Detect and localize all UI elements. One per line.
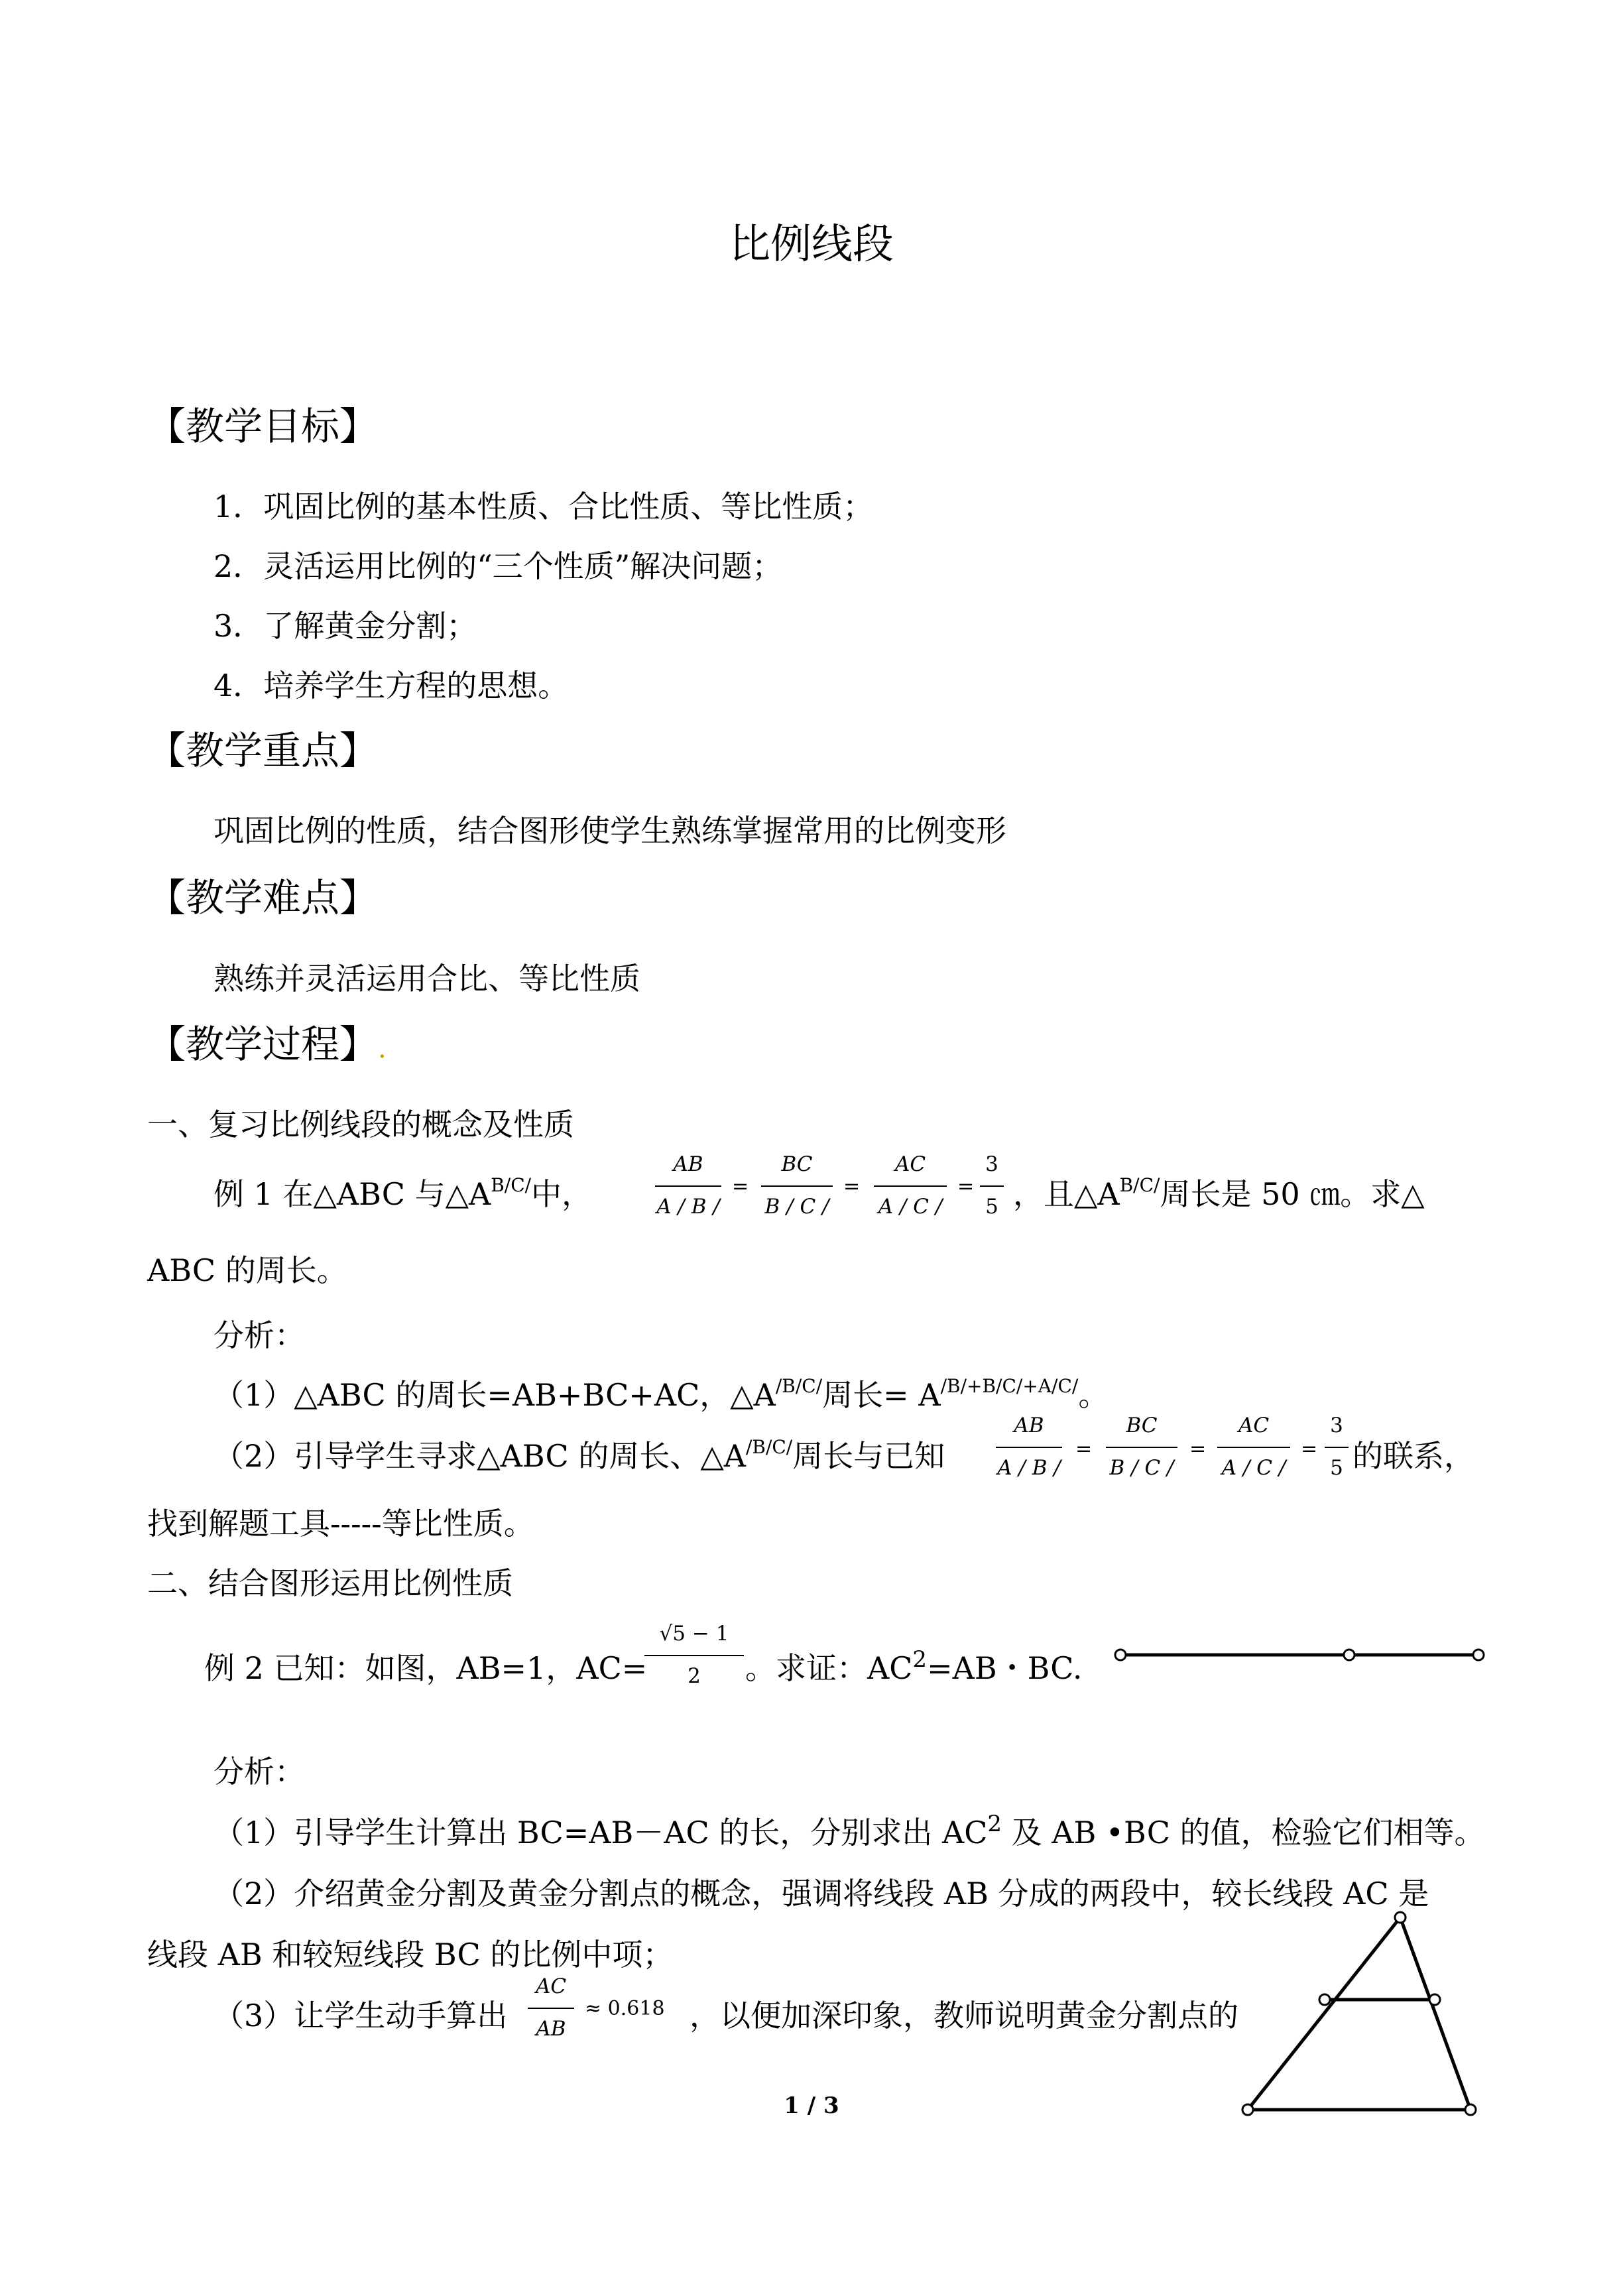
goal-item-4: 4．培养学生方程的思想。 xyxy=(213,668,569,703)
fraction-bc: BC B / C / xyxy=(761,1152,833,1219)
analysis-b3-lead: （3）让学生动手算出 xyxy=(213,1998,508,2033)
section-process-label: 【教学过程】 xyxy=(147,1022,379,1067)
point-c xyxy=(1344,1650,1354,1660)
example1-lead: 例 1 在△ABC 与$\triangle A^{B/C/}$中， xyxy=(213,1174,593,1212)
process-mark: . xyxy=(378,1034,387,1064)
triangle-left-side xyxy=(1248,1917,1400,2110)
analysis-b3-tail: ，以便加深印象，教师说明黄金分割点的 xyxy=(690,1998,1238,2033)
analysis-b2: （2）介绍黄金分割及黄金分割点的概念，强调将线段 AB 分成的两段中，较长线段 AC 是 xyxy=(213,1876,1429,1911)
section-difficulties: 【教学难点】 xyxy=(147,875,379,920)
analysis-2-line2: 找到解题工具-----等比性质。 xyxy=(147,1506,534,1541)
example1-tail: ，且$\triangle A^{B/C/}$周长是 50 ㎝。求△ xyxy=(1013,1174,1425,1212)
fraction-bc: BC B / C / xyxy=(1106,1414,1177,1480)
fraction-ab: AB A / B / xyxy=(996,1414,1062,1480)
section-goals: 【教学目标】 xyxy=(147,404,379,449)
analysis-2-tail: 的联系， xyxy=(1352,1438,1474,1474)
goal-item-3: 3．了解黄金分割； xyxy=(213,608,477,644)
point-b xyxy=(1473,1650,1484,1660)
equals-sign: = xyxy=(1075,1437,1093,1461)
fraction-sqrt5: √5 − 1 2 xyxy=(644,1622,744,1688)
fraction-ac-ab: AC AB xyxy=(528,1974,574,2041)
fraction-ab: AB A / B / xyxy=(655,1152,721,1219)
approx-value: ≈ 0.618 xyxy=(585,1997,665,2020)
analysis-b1: （1）引导学生计算出 BC=AB－AC 的长，分别求出 $AC^2$ 及 AB •BC 的值，检验它们相等。 xyxy=(213,1811,1485,1850)
analysis-2-lead: （2）引导学生寻求△ABC 的周长、$\triangle A^{/B/C/}$周长与已知 xyxy=(213,1436,945,1474)
fraction-3-5: 3 5 xyxy=(1325,1414,1349,1480)
page-number: 1 / 3 xyxy=(784,2092,839,2119)
fraction-ac: AC A / C / xyxy=(1217,1414,1290,1480)
equals-sign: = xyxy=(843,1175,861,1198)
equals-sign: = xyxy=(1301,1437,1318,1461)
example2-lead: 例 2 已知：如图，AB=1，AC= xyxy=(204,1650,648,1686)
part2-heading: 二、结合图形运用比例性质 xyxy=(147,1565,513,1601)
example1-line2: ABC 的周长。 xyxy=(147,1252,347,1288)
analysis-1: （1）△ABC 的周长=AB+BC+AC，$\triangle A^{/B/C/}$周长= $A^{/B/+B/C/+A/C/}$。 xyxy=(213,1375,1109,1413)
key-point-text: 巩固比例的性质，结合图形使学生熟练掌握常用的比例变形 xyxy=(213,813,1006,849)
fraction-ac: AC A / C / xyxy=(874,1152,947,1219)
section-key-points: 【教学重点】 xyxy=(147,728,379,773)
section-process xyxy=(147,1013,387,1069)
triangle-right-side xyxy=(1400,1917,1471,2110)
part1-heading: 一、复习比例线段的概念及性质 xyxy=(147,1107,574,1142)
analysis-b2-line2: 线段 AB 和较短线段 BC 的比例中项； xyxy=(147,1937,674,1972)
difficulty-text: 熟练并灵活运用合比、等比性质 xyxy=(213,961,640,997)
goal-item-2: 2．灵活运用比例的“三个性质”解决问题； xyxy=(213,548,783,584)
goal-item-1: 1．巩固比例的基本性质、合比性质、等比性质； xyxy=(213,489,874,524)
equals-sign: = xyxy=(732,1175,749,1198)
page-title: 比例线段 xyxy=(729,219,894,268)
triangle-apex xyxy=(1395,1912,1406,1923)
analysis-label-1: 分析： xyxy=(213,1317,305,1353)
triangle-point-right xyxy=(1429,1994,1440,2005)
equals-sign: = xyxy=(957,1175,975,1198)
example2-tail: 。求证：$AC^2=AB$・BC. xyxy=(745,1646,1083,1686)
segment-diagram xyxy=(1114,1642,1485,1668)
equals-sign: = xyxy=(1189,1437,1207,1461)
point-a xyxy=(1115,1650,1126,1660)
analysis-label-2: 分析： xyxy=(213,1754,305,1789)
fraction-3-5: 3 5 xyxy=(980,1152,1004,1219)
triangle-point-left xyxy=(1319,1994,1330,2005)
